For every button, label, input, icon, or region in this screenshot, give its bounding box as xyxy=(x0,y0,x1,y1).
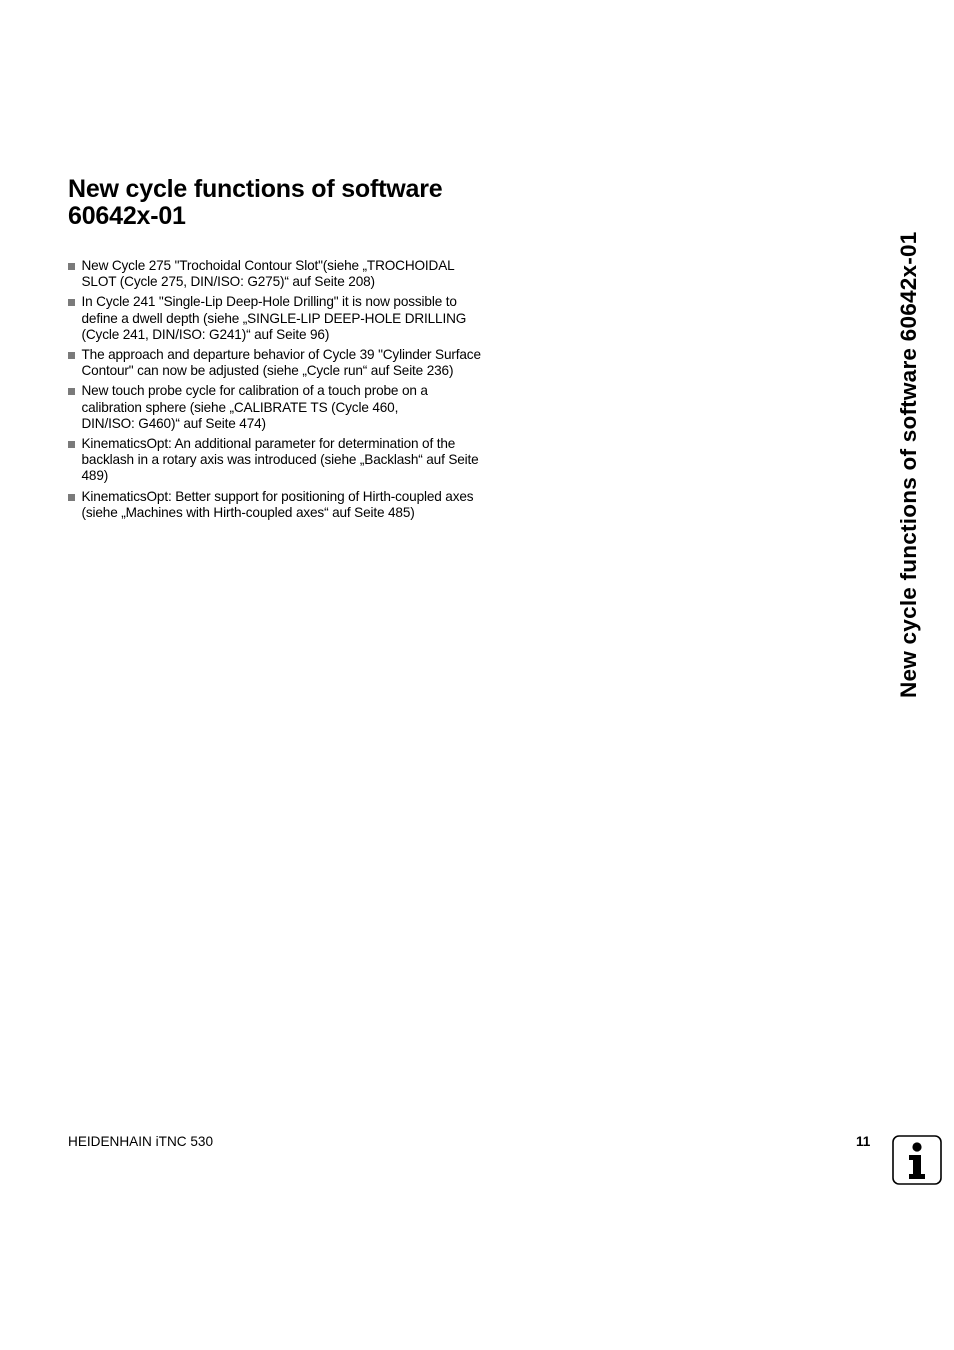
list-item-line: New touch probe cycle for calibration of a touch probe on a xyxy=(81,383,428,399)
page-title xyxy=(68,176,528,230)
square-bullet-icon xyxy=(68,263,75,270)
square-bullet-icon xyxy=(68,494,75,501)
list-item xyxy=(68,294,518,343)
list-item-line: (siehe „Machines with Hirth-coupled axes“ auf Seite 485) xyxy=(81,504,415,520)
square-bullet-icon xyxy=(68,299,75,306)
list-item-line: backlash in a rotary axis was introduced (siehe „Backlash“ auf Seite xyxy=(81,452,479,468)
footer-manual-name: HEIDENHAIN iTNC 530 xyxy=(68,1134,214,1149)
list-item-line: In Cycle 241 "Single-Lip Deep-Hole Drilling" it is now possible to xyxy=(81,294,457,310)
list-item-line: The approach and departure behavior of Cycle 39 "Cylinder Surface xyxy=(81,347,481,363)
list-item-line: (Cycle 241, DIN/ISO: G241)“ auf Seite 96) xyxy=(81,326,330,342)
list-item-text xyxy=(82,489,519,521)
list-item-line: SLOT (Cycle 275, DIN/ISO: G275)“ auf Seite 208) xyxy=(81,274,375,290)
page-number: 11 xyxy=(856,1134,871,1149)
list-item-text xyxy=(82,383,519,432)
square-bullet-icon xyxy=(68,441,75,448)
list-item xyxy=(68,436,518,485)
list-item-line: New Cycle 275 "Trochoidal Contour Slot"(siehe „TROCHOIDAL xyxy=(81,258,455,273)
list-item-line: DIN/ISO: G460)“ auf Seite 474) xyxy=(81,415,266,431)
list-item xyxy=(68,489,518,521)
list-item xyxy=(68,258,518,290)
list-item-text xyxy=(82,436,519,485)
list-item-line: define a dwell depth (siehe „SINGLE-LIP DEEP-HOLE DRILLING xyxy=(81,310,467,326)
list-item-text xyxy=(82,258,519,290)
page-title-line: New cycle functions of software xyxy=(68,175,443,203)
list-item-line: Contour" can now be adjusted (siehe „Cycle run“ auf Seite 236) xyxy=(81,363,454,379)
list-item xyxy=(68,347,518,379)
list-item xyxy=(68,383,518,432)
list-item-line: calibration sphere (siehe „CALIBRATE TS (Cycle 460, xyxy=(81,399,399,415)
square-bullet-icon xyxy=(68,388,75,395)
square-bullet-icon xyxy=(68,352,75,359)
info-icon xyxy=(892,1135,942,1185)
list-item-text xyxy=(82,347,519,379)
list-item-line: KinematicsOpt: Better support for positioning of Hirth-coupled axes xyxy=(81,488,474,504)
list-item-line: KinematicsOpt: An additional parameter for determination of the xyxy=(81,436,456,452)
page-title-line: 60642x-01 xyxy=(68,202,186,230)
list-item-text xyxy=(82,294,519,343)
list-item-line: 489) xyxy=(81,468,109,484)
side-section-title: New cycle functions of software 60642x-01 xyxy=(896,231,921,698)
feature-list xyxy=(68,258,518,525)
